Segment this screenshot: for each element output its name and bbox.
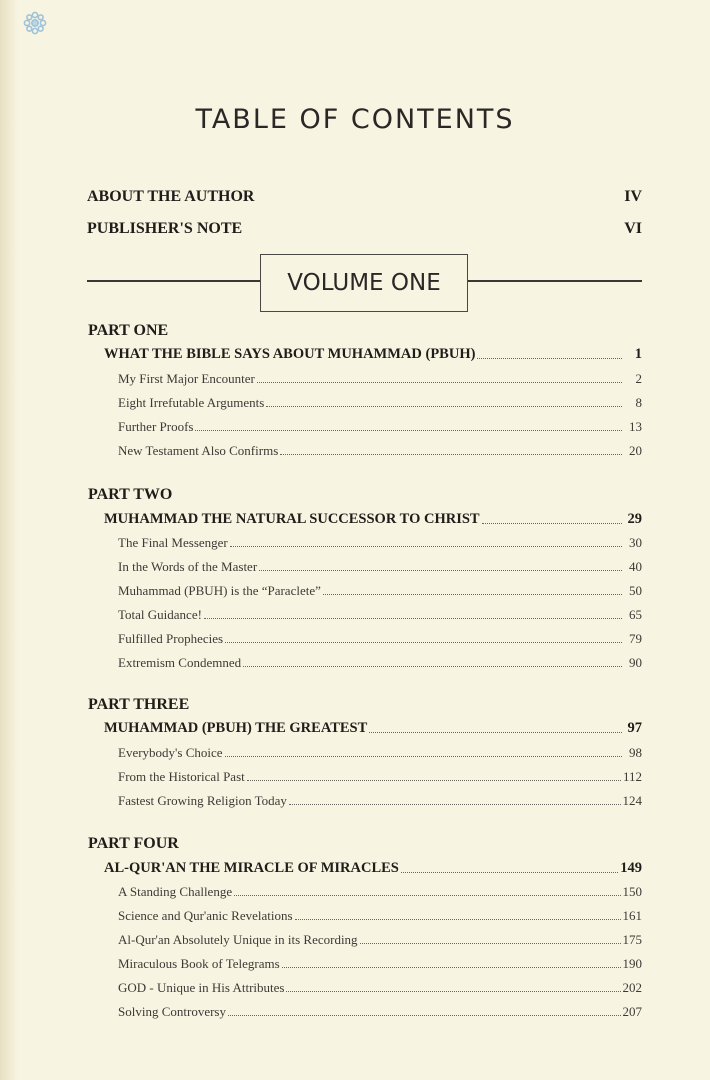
page-number: 175	[622, 932, 642, 947]
dot-leader	[323, 594, 622, 595]
chapter-title: MUHAMMAD (PBUH) THE GREATEST	[104, 720, 368, 736]
page-number: 150	[622, 884, 642, 899]
dot-leader	[295, 919, 621, 920]
volume-rule-left	[87, 280, 260, 282]
chapter-title: AL-QUR'AN THE MIRACLE OF MIRACLES	[104, 860, 399, 876]
page-number: 97	[627, 720, 642, 736]
section-title: Science and Qur'anic Revelations	[118, 908, 293, 923]
part-heading: PART FOUR	[88, 835, 179, 852]
toc-section[interactable]	[118, 1004, 642, 1020]
section-title: From the Historical Past	[118, 769, 245, 784]
page-number: 2	[635, 371, 642, 386]
toc-section[interactable]	[118, 419, 642, 435]
dot-leader	[477, 358, 622, 359]
page-number: 202	[622, 980, 642, 995]
dot-leader	[482, 523, 622, 524]
page-number: 20	[629, 443, 642, 458]
page-number: 149	[620, 860, 642, 876]
dot-leader	[195, 430, 622, 431]
toc-section[interactable]	[118, 631, 642, 647]
page-number: 207	[622, 1004, 642, 1019]
page-number: 90	[629, 655, 642, 670]
toc-section[interactable]	[118, 980, 642, 996]
dot-leader	[225, 642, 622, 643]
dot-leader	[360, 943, 621, 944]
toc-section[interactable]	[118, 956, 642, 972]
section-title: Fastest Growing Religion Today	[118, 793, 287, 808]
dot-leader	[257, 382, 622, 383]
toc-chapter[interactable]	[104, 860, 642, 877]
front-matter-label: ABOUT THE AUTHOR	[87, 188, 255, 205]
page-number: 124	[622, 793, 642, 808]
toc-section[interactable]	[118, 745, 642, 761]
section-title: Extremism Condemned	[118, 655, 242, 670]
floral-ornament-icon	[20, 8, 50, 38]
toc-section[interactable]	[118, 655, 642, 671]
section-title: Al-Qur'an Absolutely Unique in its Recording	[118, 932, 358, 947]
page-number: 65	[629, 607, 642, 622]
section-title: New Testament Also Confirms	[118, 443, 279, 458]
toc-section[interactable]	[118, 559, 642, 575]
front-matter-label: PUBLISHER'S NOTE	[87, 220, 243, 237]
page-number: 98	[629, 745, 642, 760]
section-title: In the Words of the Master	[118, 559, 258, 574]
toc-section[interactable]	[118, 908, 642, 924]
toc-chapter[interactable]	[104, 511, 642, 528]
dot-leader	[204, 618, 622, 619]
page-number: 50	[629, 583, 642, 598]
toc-section[interactable]	[118, 395, 642, 411]
volume-heading: VOLUME ONE	[260, 254, 468, 312]
toc-section[interactable]	[118, 932, 642, 948]
toc-section[interactable]	[118, 793, 642, 809]
front-matter-about-author[interactable]	[87, 188, 642, 206]
section-title: Total Guidance!	[118, 607, 202, 622]
dot-leader	[401, 872, 618, 873]
front-matter-page: VI	[624, 220, 642, 237]
page-number: 30	[629, 535, 642, 550]
page-number: 1	[634, 346, 642, 362]
part-heading: PART TWO	[88, 486, 173, 503]
section-title: Eight Irrefutable Arguments	[118, 395, 265, 410]
page-number: 29	[627, 511, 642, 527]
dot-leader	[247, 780, 621, 781]
front-matter-page: IV	[624, 188, 642, 205]
page-number: 112	[622, 769, 642, 784]
toc-section[interactable]	[118, 371, 642, 387]
page-number: 8	[635, 395, 642, 410]
dot-leader	[234, 895, 620, 896]
dot-leader	[225, 756, 622, 757]
page-number: 79	[629, 631, 642, 646]
front-matter-publishers-note[interactable]	[87, 220, 642, 238]
toc-chapter[interactable]	[104, 346, 642, 363]
dot-leader	[266, 406, 622, 407]
section-title: A Standing Challenge	[118, 884, 233, 899]
dot-leader	[369, 732, 622, 733]
toc-section[interactable]	[118, 443, 642, 459]
part-heading: PART ONE	[88, 322, 169, 339]
chapter-title: MUHAMMAD THE NATURAL SUCCESSOR TO CHRIST	[104, 511, 480, 527]
section-title: Everybody's Choice	[118, 745, 223, 760]
page-number: 190	[622, 956, 642, 971]
toc-section[interactable]	[118, 607, 642, 623]
page-number: 161	[622, 908, 642, 923]
toc-chapter[interactable]	[104, 720, 642, 737]
section-title: GOD - Unique in His Attributes	[118, 980, 285, 995]
chapter-title: WHAT THE BIBLE SAYS ABOUT MUHAMMAD (PBUH)	[104, 346, 476, 362]
dot-leader	[259, 570, 622, 571]
dot-leader	[286, 991, 620, 992]
dot-leader	[228, 1015, 621, 1016]
part-heading: PART THREE	[88, 696, 190, 713]
page-number: 40	[629, 559, 642, 574]
toc-section[interactable]	[118, 583, 642, 599]
dot-leader	[243, 666, 622, 667]
volume-rule-right	[468, 280, 642, 282]
section-title: The Final Messenger	[118, 535, 228, 550]
dot-leader	[280, 454, 622, 455]
toc-section[interactable]	[118, 769, 642, 785]
section-title: Further Proofs	[118, 419, 194, 434]
dot-leader	[282, 967, 621, 968]
section-title: My First Major Encounter	[118, 371, 255, 386]
section-title: Miraculous Book of Telegrams	[118, 956, 280, 971]
section-title: Muhammad (PBUH) is the “Paraclete”	[118, 583, 321, 598]
toc-section[interactable]	[118, 535, 642, 551]
section-title: Fulfilled Prophecies	[118, 631, 224, 646]
dot-leader	[230, 546, 622, 547]
page-number: 13	[629, 419, 642, 434]
section-title: Solving Controversy	[118, 1004, 226, 1019]
toc-section[interactable]	[118, 884, 642, 900]
page-gutter-shadow	[0, 0, 18, 1080]
page-title: TABLE OF CONTENTS	[195, 104, 515, 135]
dot-leader	[289, 804, 621, 805]
